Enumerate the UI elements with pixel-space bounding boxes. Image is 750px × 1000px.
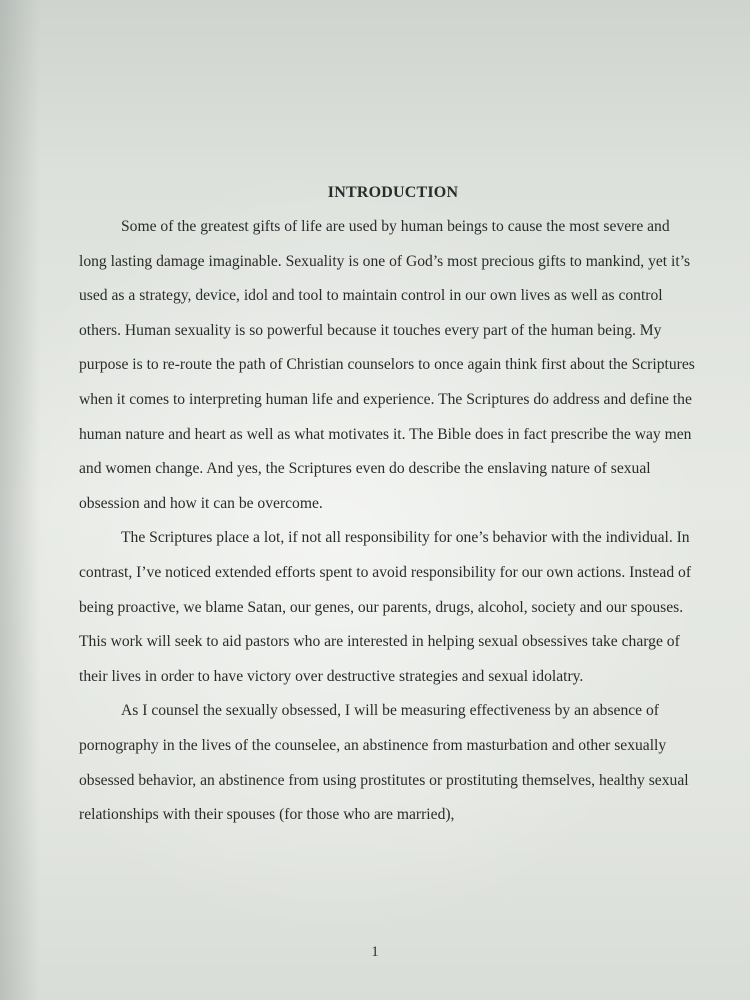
page-body <box>79 176 699 833</box>
page-edge-shadow <box>0 0 40 1000</box>
page-number: 1 <box>371 944 379 960</box>
paragraph-1: Some of the greatest gifts of life are used by human beings to cause the most severe and long lasting damage imaginable. Sexuality is one of God’s most precious gifts to mankind, yet it’s used as a strategy, device, idol and tool to maintain control in our own lives as well as control others. Human sexuality is so powerful because it touches every part of the human being. My purpose is to re-route the path of Christian counselors to once again think first about the Scriptures when it comes to interpreting human life and experience. The Scriptures do address and define the human nature and heart as well as what motivates it. The Bible does in fact prescribe the way men and women change. And yes, the Scriptures even do describe the enslaving nature of sexual obsession and how it can be overcome. <box>79 218 695 512</box>
paragraph-3: As I counsel the sexually obsessed, I will be measuring effectiveness by an absence of pornography in the lives of the counselee, an abstinence from masturbation and other sexually obsessed behavior, an abstinence from using prostitutes or prostituting themselves, healthy sexual relationships with their spouses (for those who are married), <box>79 702 689 824</box>
paragraph-2: The Scriptures place a lot, if not all responsibility for one’s behavior with the individual. In contrast, I’ve noticed extended efforts spent to avoid responsibility for our own actions. Instead of being proactive, we blame Satan, our genes, our parents, drugs, alcohol, society and our spouses. This work will seek to aid pastors who are interested in helping sexual obsessives take charge of their lives in order to have victory over destructive strategies and sexual idolatry. <box>79 529 692 685</box>
section-title: INTRODUCTION <box>327 184 459 201</box>
